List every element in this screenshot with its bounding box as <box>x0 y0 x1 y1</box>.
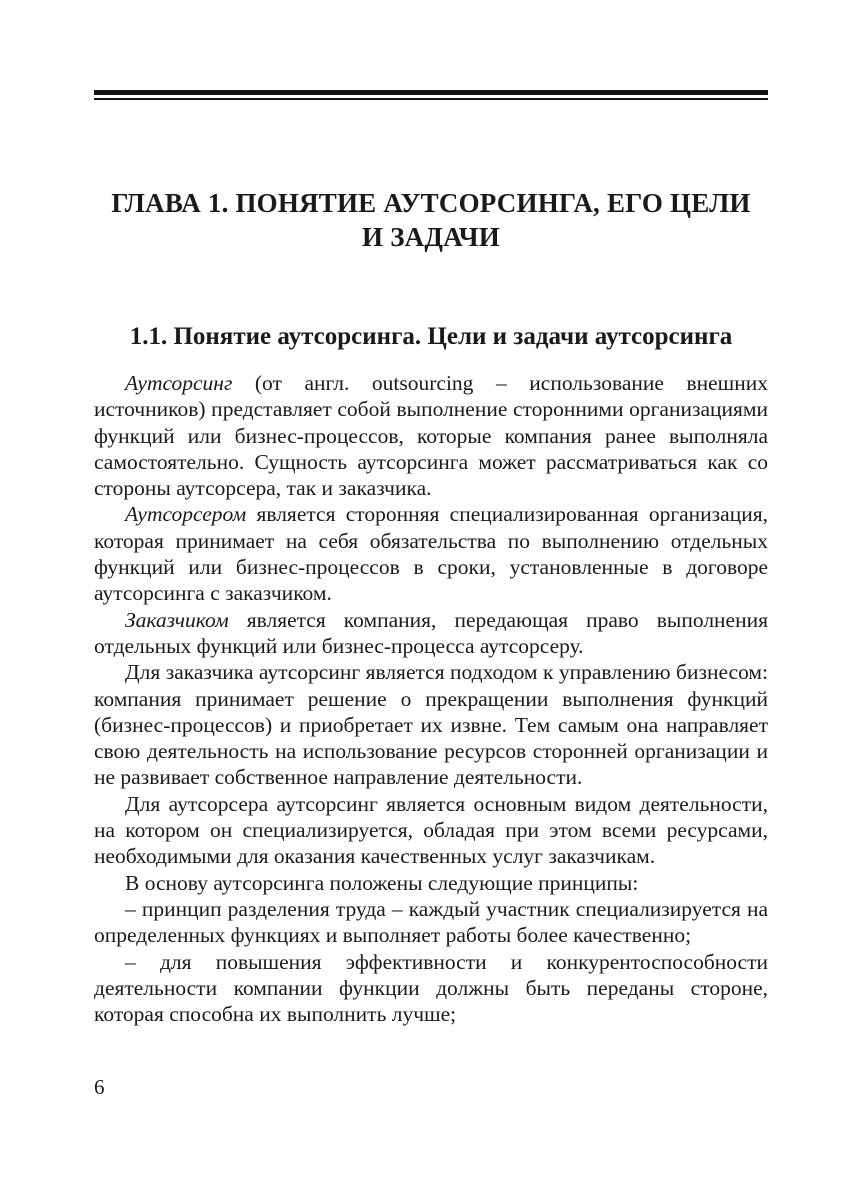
chapter-title <box>94 186 768 254</box>
paragraph-text: является сторонняя специализированная организация, которая принимает на себя обязательства по выполнению отдельных функций или бизнес-процессов в сроки, установленные в договоре аутсорсинга с заказчиком. <box>94 502 768 606</box>
body-text <box>94 370 768 1027</box>
paragraph-outsourcer-view: Для аутсорсера аутсорсинг является основным видом деятельности, на котором он специализируется, обладая при этом всеми ресурсами, необходимыми для оказания качественных услуг заказчикам. <box>94 791 768 869</box>
term-outsourcer: Аутсорсером <box>125 502 247 527</box>
term-outsourcing: Аутсорсинг <box>125 371 233 395</box>
paragraph-principles-intro: В основу аутсорсинга положены следующие принципы: <box>125 870 639 895</box>
paragraph-text: (от англ. outsourcing – использование внешних источников) представляет собой выполнение сторонними организациями функций или бизнес-процессов, которые компания ранее выполняла самостоятельно. Сущность аутсорсинга может рассматриваться как со стороны аутсорсера, так и заказчика. <box>94 371 768 501</box>
paragraph-outsourcing-definition <box>94 370 768 501</box>
paragraph-outsourcer-definition <box>94 501 768 606</box>
paragraph-principle-1: – принцип разделения труда – каждый участник специализируется на определенных функциях и выполняет работы более качественно; <box>94 896 768 948</box>
header-rule-thin <box>94 98 768 100</box>
chapter-title-line-2: И ЗАДАЧИ <box>362 222 500 252</box>
paragraph-customer-definition <box>94 607 768 660</box>
paragraph-customer-view: Для заказчика аутсорсинг является подходом к управлению бизнесом: компания принимает решение о прекращении выполнения функций (бизнес-процессов) и приобретает их извне. Тем самым она направляет свою деятельность на использование ресурсов сторонней организации и не развивает собственное направление деятельности. <box>94 660 768 790</box>
section-title: 1.1. Понятие аутсорсинга. Цели и задачи аутсорсинга <box>129 323 733 350</box>
paragraph-text: является компания, передающая право выполнения отдельных функций или бизнес-процесса аутсорсеру. <box>94 607 768 658</box>
chapter-title-line-1: ГЛАВА 1. ПОНЯТИЕ АУТСОРСИНГА, ЕГО ЦЕЛИ <box>111 188 751 218</box>
page-number: 6 <box>94 1075 105 1099</box>
paragraph-principle-2: – для повышения эффективности и конкурентоспособности деятельности компании функции должны быть переданы стороне, которая способна их выполнить лучше; <box>94 949 768 1027</box>
header-rule-thick <box>94 90 768 95</box>
term-customer: Заказчиком <box>125 607 229 632</box>
